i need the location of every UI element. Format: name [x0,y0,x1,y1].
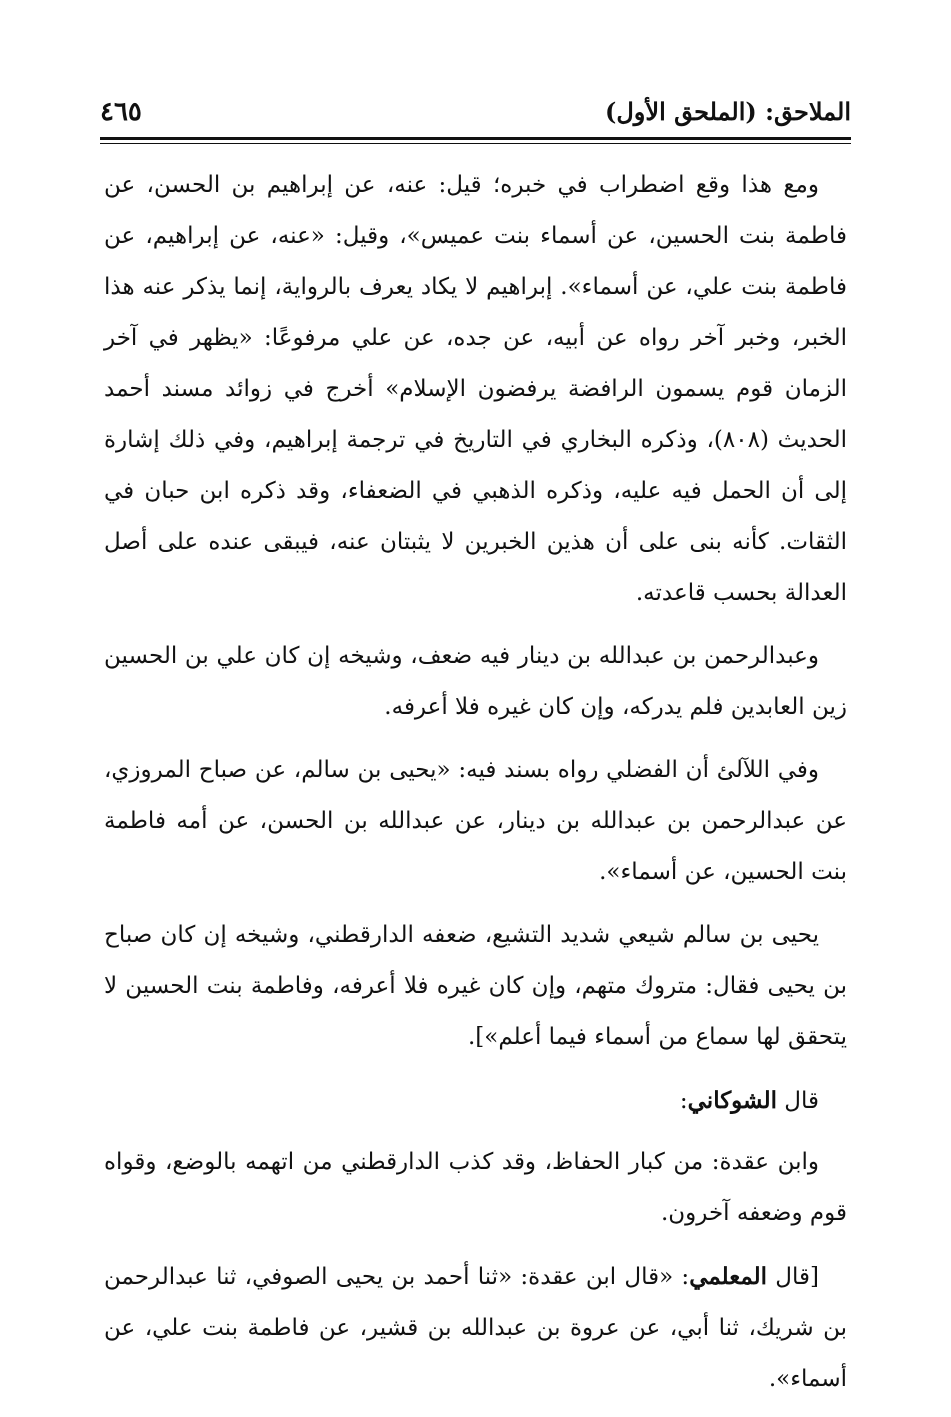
body-text [104,160,847,1417]
paragraph-4: يحيى بن سالم شيعي شديد التشيع، ضعفه الدارقطني، وشيخه إن كان صباح بن يحيى فقال: متروك متهم، وإن كان غيره فلا أعرفه، وفاطمة بنت الحسين لا يتحقق لها سماع من أسماء فيما أعلم»]. [104,922,847,1050]
heading-prefix: قال [776,1088,819,1114]
paragraph-7 [104,1251,847,1405]
paragraph-1: ومع هذا وقع اضطراب في خبره؛ قيل: عنه، عن إبراهيم بن الحسن، عن فاطمة بنت الحسين، عن أسماء بنت عميس»، وقيل: «عنه، عن إبراهيم، عن فاطمة بنت علي، عن أسماء». إبراهيم لا يكاد يعرف بالرواية، إنما يذكر عنه هذا الخبر، وخبر آخر رواه عن أبيه، عن جده، عن علي مرفوعًا: «يظهر في آخر الزمان قوم يسمون الرافضة يرفضون الإسلام» أخرج في زوائد مسند أحمد الحديث (٨٠٨)، وذكره البخاري في التاريخ في ترجمة إبراهيم، وفي ذلك إشارة إلى أن الحمل فيه عليه، وذكره الذهبي في الضعفاء، وقد ذكره ابن حبان في الثقات. كأنه بنى على أن هذين الخبرين لا يثبتان عنه، فيبقى عنده على أصل العدالة بحسب قاعدته. [104,172,847,606]
paragraph-5-heading [104,1075,847,1127]
paragraph-2: وعبدالرحمن بن عبدالله بن دينار فيه ضعف، وشيخه إن كان علي بن الحسين زين العابدين فلم يدركه، وإن كان غيره فلا أعرفه. [104,643,847,720]
speaker-name-shawkani: الشوكاني [687,1087,777,1114]
paragraph-3: وفي اللآلئ أن الفضلي رواه بسند فيه: «يحيى بن سالم، عن صباح المروزي، عن عبدالرحمن بن عبدالله بن دينار، عن عبدالله بن الحسن، عن أمه فاطمة بنت الحسين، عن أسماء». [104,757,847,885]
quote-prefix: [قال [767,1264,819,1290]
speaker-name-muallimi: المعلمي [689,1263,768,1290]
heading-suffix: : [679,1088,688,1114]
page-number: ٤٦٥ [100,97,142,127]
header-rule-thin [100,143,851,144]
header-rule-thick [100,137,851,140]
paragraph-6: وابن عقدة: من كبار الحفاظ، وقد كذب الدارقطني من اتهمه بالوضع، وقواه قوم وضعفه آخرون. [104,1149,847,1226]
page-header [100,92,851,132]
running-title: الملاحق: (الملحق الأول) [605,97,851,126]
quote-body: : «قال ابن عقدة: «ثنا أحمد بن يحيى الصوفي، ثنا عبدالرحمن بن شريك، ثنا أبي، عن عروة بن عبدالله بن قشير، عن فاطمة بنت علي، عن أسماء». [104,1264,847,1392]
